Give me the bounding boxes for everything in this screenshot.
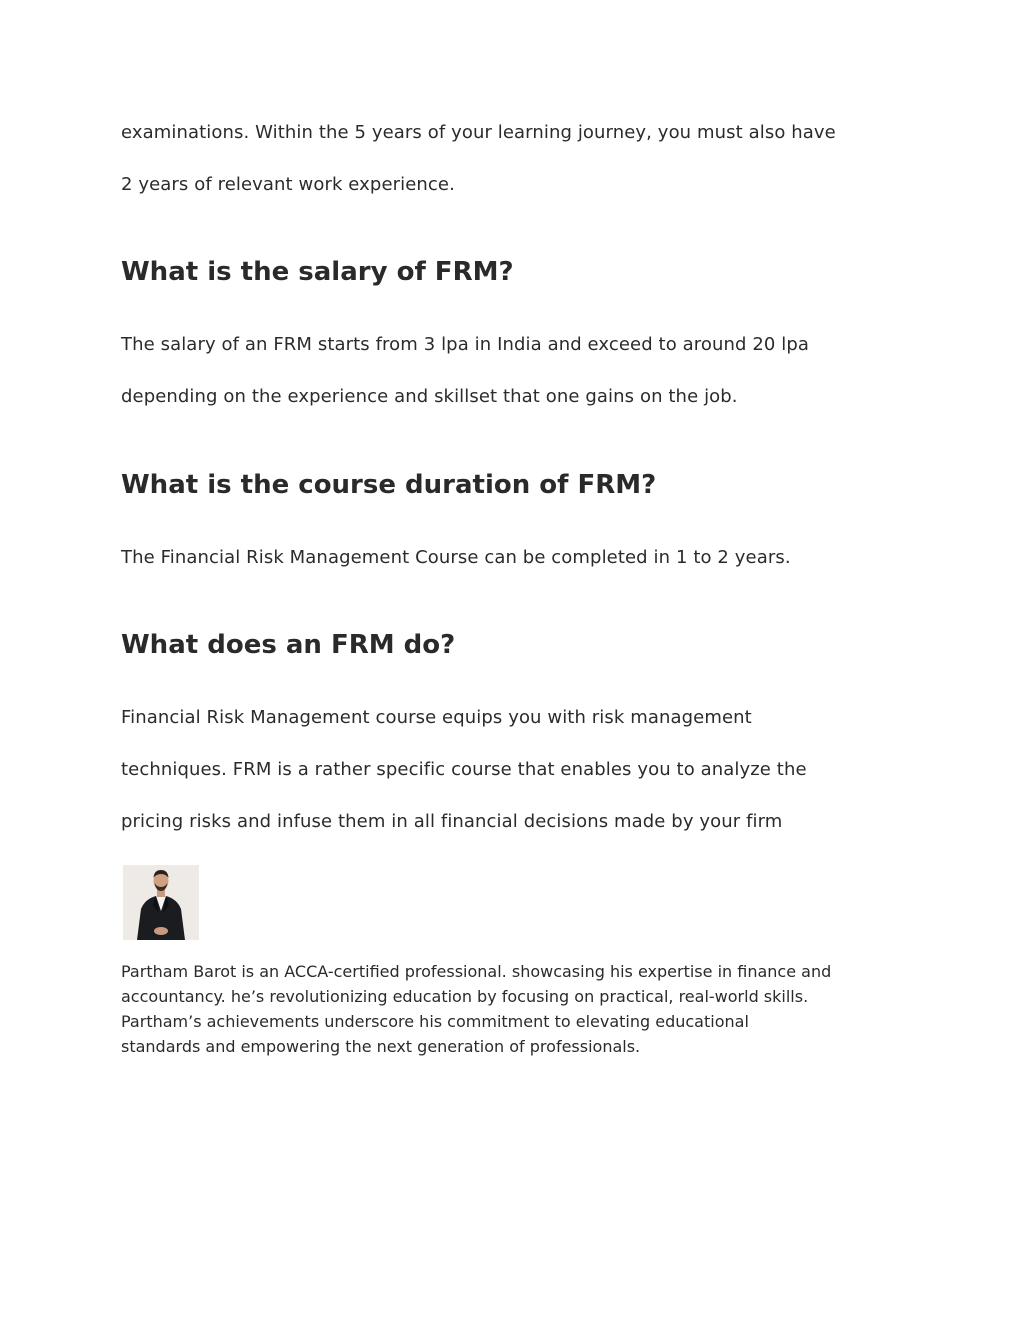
intro-line-1: examinations. Within the 5 years of your learning journey, you must also have [121, 122, 836, 143]
section-heading-salary: What is the salary of FRM? [121, 257, 514, 287]
author-bio-line-1: Partham Barot is an ACCA-certified professional. showcasing his expertise in finance and [121, 962, 832, 981]
duration-line-1: The Financial Risk Management Course can be completed in 1 to 2 years. [121, 547, 791, 568]
author-bio-line-2: accountancy. he’s revolutionizing education by focusing on practical, real-world skills. [121, 987, 809, 1006]
intro-line-2: 2 years of relevant work experience. [121, 174, 455, 195]
author-bio-line-4: standards and empowering the next generation of professionals. [121, 1037, 641, 1056]
author-portrait-image [123, 865, 199, 940]
section-heading-role: What does an FRM do? [121, 630, 456, 660]
author-photo [123, 865, 199, 940]
salary-line-1: The salary of an FRM starts from 3 lpa in India and exceed to around 20 lpa [121, 334, 810, 355]
role-line-3: pricing risks and infuse them in all financial decisions made by your firm [121, 811, 783, 832]
salary-line-2: depending on the experience and skillset that one gains on the job. [121, 386, 738, 407]
author-bio-line-3: Partham’s achievements underscore his commitment to elevating educational [121, 1012, 749, 1031]
role-line-2: techniques. FRM is a rather specific course that enables you to analyze the [121, 759, 807, 780]
section-heading-duration: What is the course duration of FRM? [121, 470, 657, 500]
role-line-1: Financial Risk Management course equips you with risk management [121, 707, 752, 728]
